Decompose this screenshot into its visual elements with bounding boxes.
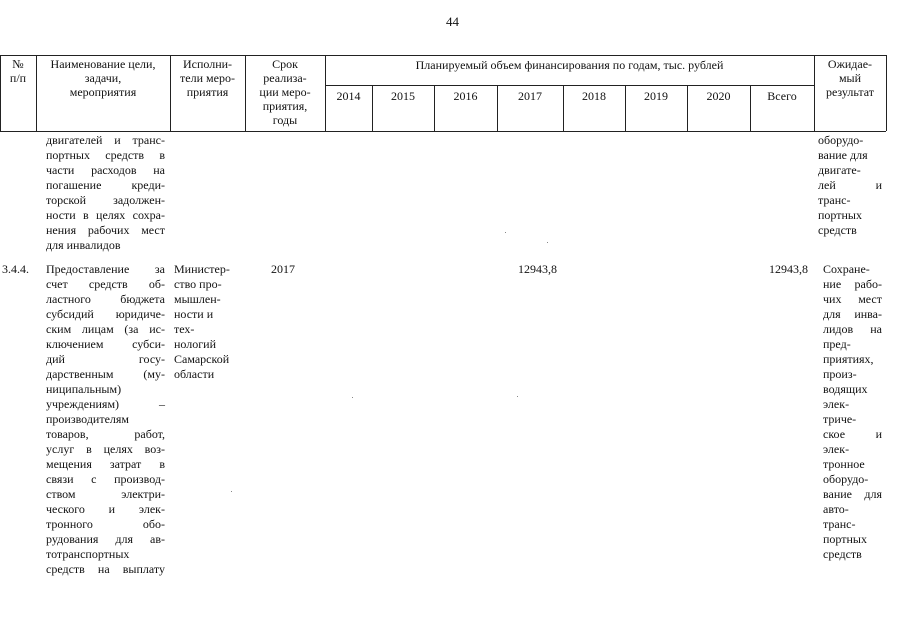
scan-speck [517, 396, 518, 397]
text-line: вание для [823, 487, 882, 501]
text-line: мышлен- [174, 292, 221, 306]
header-number: № п/п [9, 57, 27, 85]
text-line: вание для [818, 148, 868, 162]
text-line: произ- [823, 367, 857, 381]
text-line: портных [823, 532, 867, 546]
col-divider [886, 55, 887, 131]
text-line: средств [818, 223, 857, 237]
text-line: дарственным (му- [46, 367, 165, 381]
text-line: тронного обо- [46, 517, 165, 531]
header-year: 2015 [391, 89, 415, 103]
text-line: погашение креди- [46, 178, 165, 192]
text-line: лидов на [823, 322, 882, 336]
text-line: Предоставление за [46, 262, 165, 276]
text-line: рудования для ав- [46, 532, 165, 546]
header-year: 2016 [453, 89, 478, 103]
text-line: нологий [174, 337, 217, 351]
text-line: Сохране- [823, 262, 870, 276]
text-line: авто- [823, 502, 849, 516]
text-line: товаров, работ, [46, 427, 165, 441]
text-line: ством электри- [46, 487, 165, 501]
text-line: ство про- [174, 277, 222, 291]
header-funding: Планируемый объем финансирования по годам, тыс. рублей [415, 58, 724, 72]
text-line: транс- [818, 193, 851, 207]
text-line: ниципальным) [46, 382, 122, 396]
text-line: учреждениям) – [46, 397, 165, 411]
text-line: двигателей и транс- [46, 133, 165, 147]
text-line: ластного бюджета [46, 292, 165, 306]
header-year: 2018 [582, 89, 606, 103]
page-number: 44 [446, 14, 459, 29]
row-name [46, 262, 165, 577]
scan-speck [231, 491, 232, 492]
row-amount-total: 12943,8 [769, 262, 808, 276]
text-line: области [174, 367, 215, 381]
text-line: счет средств об- [46, 277, 165, 291]
scan-speck [547, 242, 548, 243]
text-line: дий госу- [46, 352, 165, 366]
text-line: пред- [823, 337, 851, 351]
text-line: ности в целях сохра- [46, 208, 165, 222]
text-line: Министер- [174, 262, 230, 276]
text-line: портных средств в [46, 148, 165, 162]
text-line: производителям [46, 412, 130, 426]
header-bottom-border [0, 131, 886, 132]
text-line: части расходов на [46, 163, 165, 177]
text-line: приятиях, [823, 352, 874, 366]
text-line: ское и [823, 427, 882, 441]
text-line: субсидий юридиче- [46, 307, 165, 321]
header-term: Срок реализа- ции меро- приятия, годы [259, 57, 311, 127]
row-number: 3.4.4. [2, 262, 29, 276]
prev-row-name [46, 133, 165, 253]
text-line: водящих [823, 382, 868, 396]
text-line: тех- [174, 322, 195, 336]
text-line: элек- [823, 442, 850, 456]
text-line: для инвалидов [46, 238, 121, 252]
header-year-total: Всего [767, 89, 797, 103]
text-line: нения рабочих мест [46, 223, 165, 237]
header-year: 2017 [518, 89, 542, 103]
text-line: Самарской [174, 352, 230, 366]
header-year: 2019 [644, 89, 668, 103]
text-line: тронное [823, 457, 865, 471]
text-line: оборудо- [823, 472, 869, 486]
scan-speck [352, 397, 353, 398]
header-top-border [0, 55, 886, 56]
text-line: портных [818, 208, 862, 222]
row-result [823, 262, 882, 562]
text-line: транс- [823, 517, 856, 531]
header-executors: Исполни- тели меро- приятия [180, 57, 235, 99]
prev-row-result [818, 133, 882, 238]
header-year: 2020 [706, 89, 731, 103]
text-line: средств на выплату [46, 562, 165, 576]
text-line: ческого и элек- [46, 502, 165, 516]
text-line: двигате- [818, 163, 861, 177]
header-name: Наименование цели, задачи, мероприятия [50, 57, 156, 99]
text-line: ности и [174, 307, 214, 321]
text-line: ние рабо- [823, 277, 882, 291]
scan-speck [505, 232, 506, 233]
row-executor [174, 262, 244, 382]
row-term: 2017 [271, 262, 295, 276]
text-line: триче- [823, 412, 857, 426]
years-divider [325, 85, 814, 86]
row-amount-2017: 12943,8 [518, 262, 557, 276]
text-line: тотранспортных [46, 547, 130, 561]
text-line: мещения затрат в [46, 457, 165, 471]
text-line: услуг в целях воз- [46, 442, 165, 456]
text-line: ключением субси- [46, 337, 165, 351]
text-line: торской задолжен- [46, 193, 165, 207]
text-line: связи с производ- [46, 472, 165, 486]
text-line: для инва- [823, 307, 882, 321]
text-line: оборудо- [818, 133, 864, 147]
text-line: элек- [823, 397, 850, 411]
text-line: средств [823, 547, 862, 561]
text-line: лей и [818, 178, 882, 192]
text-line: чих мест [823, 292, 882, 306]
header-year: 2014 [336, 89, 361, 103]
header-result: Ожидае- мый результат [825, 57, 875, 99]
text-line: ским лицам (за ис- [46, 322, 165, 336]
